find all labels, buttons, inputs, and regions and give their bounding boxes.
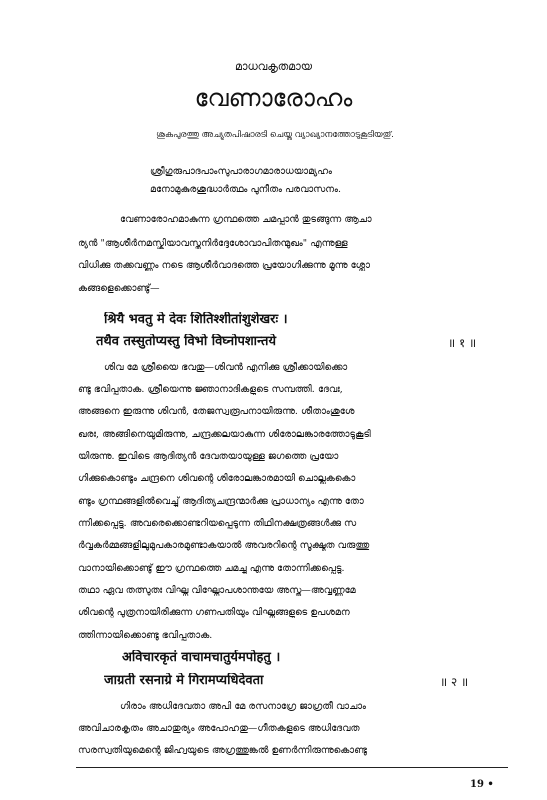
verse-2-number: ॥ २ ॥ [440, 675, 469, 689]
commentary-1-line: ഖരഃ, അങ്ങിനെയുമിരുന്നു, ചന്ദ്രക്കലയാകുന്ന ശിരോലങ്കാരത്തോടുകൂടി [78, 429, 371, 440]
invocation-line-1: ശ്രീഗുരുപാദപാംസുപാരാഗമാരാധയാമ്യഹം [150, 166, 333, 177]
invocation-line-2: മനോമുകുരശുദ്ധാർത്ഥം പുനീതം പരവാസനം. [150, 184, 342, 195]
commentary-1-line: ശിവന്റെ പുത്രനായിരിക്കുന്ന ഗണപതിയും വിഘ്നങ്ങളുടെ ഉപശമന [78, 607, 350, 618]
commentary-1-line: ണ്ടും ഗ്രന്ഥങ്ങളിൽവെച്ചു് ആദിത്യചന്ദ്രന്മാർക്കു പ്രാധാന്യം എന്നു തോ [78, 496, 364, 507]
page-number: 19 • [470, 779, 494, 790]
commentary-1-line: ന്നിക്കപ്പെട്ടു. അവരെക്കൊണ്ടറിയപ്പെടുന്ന തിഥിനക്ഷത്രങ്ങൾക്കു സ [78, 518, 357, 529]
commentary-1-line: ത്തിന്നായിക്കൊണ്ടു ഭവിപ്പതാക. [78, 630, 213, 641]
verse-2-line-1: अविचारकृतं वाचामचातुर्यमपोहतु । [122, 650, 281, 665]
verse-1-number: ॥ १ ॥ [448, 336, 477, 350]
subtitle: ശുകപുരത്തു അച്യുതപിഷാരടി ചെയ്ത വ്യാഖ്യാനത്തോടുകൂടിയതു്. [156, 130, 394, 140]
commentary-1-line: വാനായിക്കൊണ്ടു് ഈ ഗ്രന്ഥത്തെ ചമച്ചു എന്നു തോന്നിക്കപ്പെട്ടു. [78, 563, 345, 574]
commentary-1-line: ഗിക്കുകൊണ്ടും ചന്ദ്രനെ ശിവന്റെ ശിരോലങ്കാരമായി ചൊല്ലുകകൊ [78, 473, 356, 484]
author-line: മാധവകൃതമായ [234, 60, 312, 73]
page-title: വേണാരോഹം [194, 84, 353, 112]
verse-2-line-2: जाग्रती रसनाग्रे मे गिरामप्यधिदेवता [104, 673, 264, 688]
commentary-1-line: യിരുന്നു. ഇവിടെ ആദിത്യൻ ദേവതയായുള്ള ജഗത്തെ പ്രയോ [78, 451, 339, 462]
intro-line: വേണാരോഹമാകുന്ന ഗ്രന്ഥത്തെ ചമപ്പാൻ തുടങ്ങുന്ന ആചാ [120, 214, 372, 225]
commentary-1-line: ർവ്വകർമ്മങ്ങളിലുമുപകാരമുണ്ടാകയാൽ അവരറിന്റെ സൂക്ഷ്മത വരുത്തു [78, 540, 370, 551]
commentary-1-line: അങ്ങനെ ഇരുന്നു ശിവൻ, തേജസ്വരൂപനായിരുന്നു. ശീതാംശുശേ [78, 406, 355, 417]
commentary-2-line: അവിചാരകൃതം അചാതുര്യം അപോഹതു—ഗീതകളുടെ അധിദേവത [78, 723, 360, 734]
verse-1-line-1: श्रियै भवतु मे देवः शितिश्शीतांशुशेखरः । [104, 312, 288, 327]
footer-rule [76, 767, 508, 768]
commentary-2-line: ഗിരാം അധിദേവതാ അപി മേ രസനാഗ്രേ ജാഗ്രതീ വാചാം [120, 701, 366, 712]
commentary-1-line: ശിവ മേ ശ്രീയൈ ഭവതു—ശിവൻ എനിക്കു ശ്രീക്കായിക്കൊ [104, 362, 348, 373]
commentary-1-line: ണ്ടു ഭവിപ്പതാക. ശ്രീയെന്നു ജ്ഞാനാദികളുടെ സമ്പത്തി. ദേവഃ, [78, 384, 343, 395]
verse-1-line-2: तथैव तस्सुतोप्यस्तु विभो विघ्नोपशान्तये [96, 334, 276, 349]
commentary-1-line: തഥാ ഏവ തത്സുതഃ വിഘ്ന വിഘ്നോപശാന്തയേ അസ്തു—അവ്വണ്ണമേ [78, 585, 356, 596]
intro-line: ര്യൻ "ആശീർനമസ്ക്രിയാവസ്തുനിർദ്ദേശോവാപിതന്മുഖം" എന്നുള്ള [78, 238, 348, 249]
intro-line: കങ്ങളെക്കൊണ്ടു്— [78, 283, 160, 294]
commentary-2-line: സരസ്വതിയുമെന്റെ ജിഹ്വയുടെ അഗ്രത്തുങ്കൽ ഉണർന്നിരുന്നുകൊണ്ടു [78, 745, 367, 756]
intro-line: വിധിക്കു തക്കവണ്ണം നടെ ആശീർവാദത്തെ പ്രയോഗിക്കുന്നു മൂന്നു ശ്ലോ [78, 260, 370, 271]
